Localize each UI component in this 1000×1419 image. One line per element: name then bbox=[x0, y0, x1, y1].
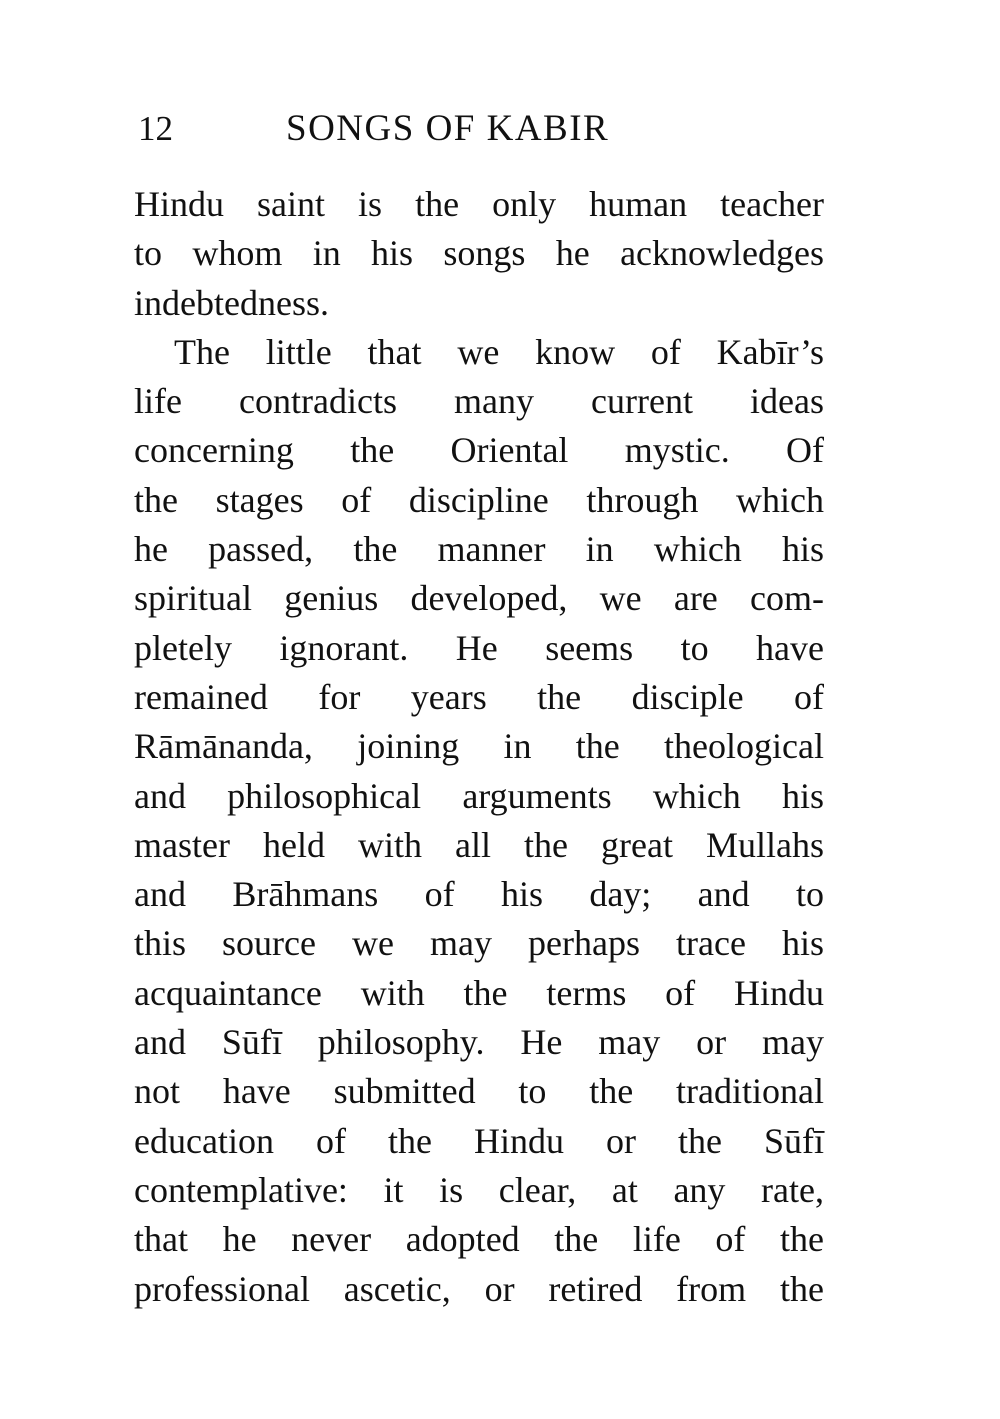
text-line: education of the Hindu or the Sūfī bbox=[134, 1120, 824, 1161]
text-line: master held with all the great Mullahs bbox=[134, 824, 824, 865]
page-header bbox=[138, 104, 828, 154]
text-line: to whom in his songs he acknowledges bbox=[134, 233, 824, 274]
text-line: remained for years the disciple of bbox=[134, 676, 824, 717]
text-line: pletely ignorant. He seems to have bbox=[134, 627, 824, 668]
text-line: that he never adopted the life of the bbox=[134, 1219, 824, 1260]
text-line: acquaintance with the terms of Hindu bbox=[134, 972, 824, 1013]
text-line: professional ascetic, or retired from the bbox=[134, 1268, 824, 1309]
text-line: spiritual genius developed, we are com- bbox=[134, 578, 824, 619]
text-line: life contradicts many current ideas bbox=[134, 381, 824, 422]
body-text bbox=[134, 180, 824, 1314]
text-line: the stages of discipline through which bbox=[134, 479, 824, 520]
running-title: SONGS OF KABIR bbox=[286, 108, 610, 149]
text-line: and Sūfī philosophy. He may or may bbox=[134, 1022, 824, 1063]
text-line: indebtedness. bbox=[134, 282, 329, 323]
text-line: concerning the Oriental mystic. Of bbox=[134, 430, 824, 471]
page-number: 12 bbox=[138, 109, 173, 148]
text-line: he passed, the manner in which his bbox=[134, 529, 824, 570]
text-line: and philosophical arguments which his bbox=[134, 775, 824, 816]
text-line: Hindu saint is the only human teacher bbox=[134, 184, 824, 224]
paragraph-first-line: The little that we know of Kabīr’s bbox=[174, 331, 824, 372]
text-line: this source we may perhaps trace his bbox=[134, 923, 824, 964]
text-line: not have submitted to the traditional bbox=[134, 1071, 824, 1112]
text-line: Rāmānanda, joining in the theological bbox=[134, 726, 824, 767]
text-line: contemplative: it is clear, at any rate, bbox=[134, 1169, 824, 1210]
text-line: and Brāhmans of his day; and to bbox=[134, 874, 824, 915]
